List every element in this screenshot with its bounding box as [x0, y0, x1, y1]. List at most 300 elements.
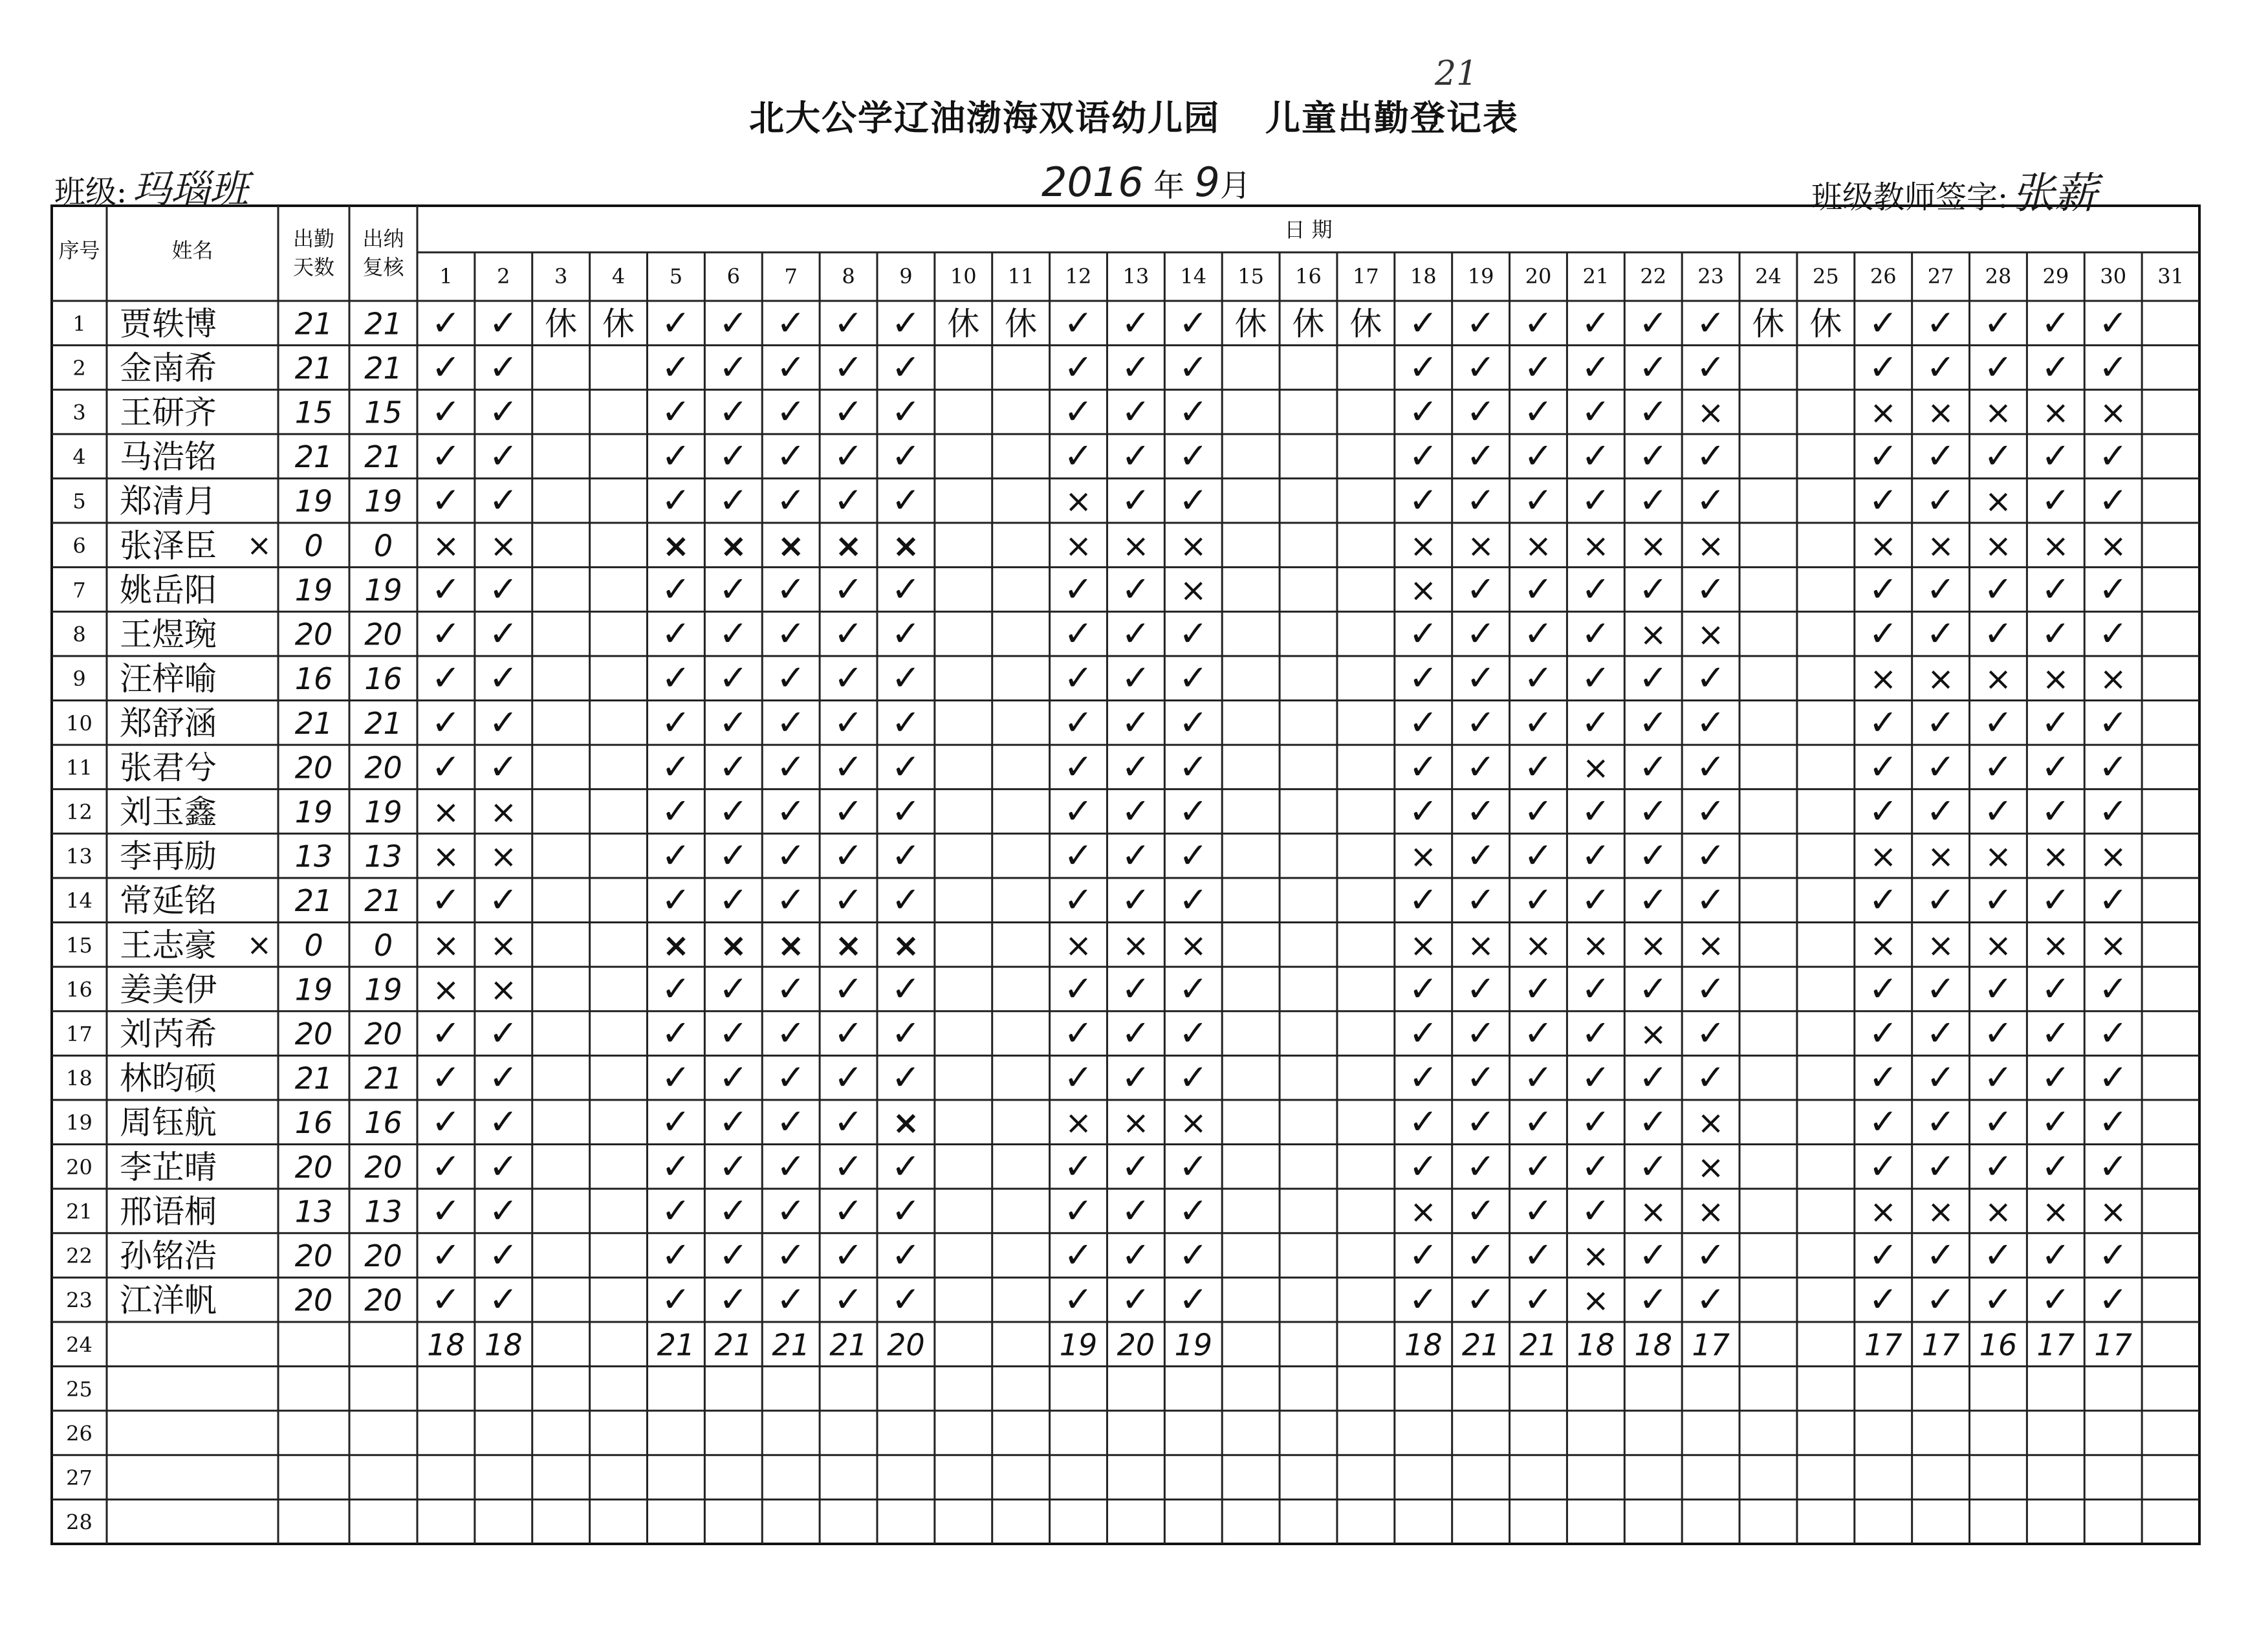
present-check-mark: ✓ — [891, 302, 921, 344]
present-check-mark: ✓ — [431, 1057, 461, 1098]
absent-x-mark: × — [1410, 926, 1437, 964]
present-check-mark: ✓ — [1581, 346, 1611, 388]
present-check-mark: ✓ — [1983, 346, 2013, 388]
present-check-mark: ✓ — [661, 302, 691, 344]
absent-x-mark: × — [1179, 1104, 1207, 1142]
absent-x-mark: × — [1984, 660, 2012, 698]
attendance-days: 21 — [294, 705, 333, 741]
attendance-days: 20 — [294, 1282, 333, 1318]
present-check-mark: ✓ — [833, 701, 864, 743]
present-check-mark: ✓ — [1581, 613, 1611, 654]
present-check-mark: ✓ — [2099, 346, 2128, 388]
present-check-mark: ✓ — [1926, 568, 1956, 610]
present-check-mark: ✓ — [1063, 746, 1093, 787]
student-name: 马浩铭 — [120, 438, 217, 476]
student-name: 郑清月 — [120, 482, 217, 520]
day-number: 6 — [726, 264, 740, 289]
present-check-mark: ✓ — [1868, 1279, 1898, 1320]
present-check-mark: ✓ — [719, 1279, 748, 1320]
present-check-mark: ✓ — [1868, 701, 1898, 743]
present-check-mark: ✓ — [1063, 701, 1093, 743]
present-check-mark: ✓ — [1121, 302, 1151, 344]
row-number: 18 — [66, 1066, 93, 1091]
present-check-mark: ✓ — [1523, 1279, 1553, 1320]
present-check-mark: ✓ — [1121, 613, 1151, 654]
present-check-mark: ✓ — [1121, 746, 1151, 787]
absent-x-mark: × — [1410, 837, 1437, 875]
absent-x-mark: × — [490, 971, 518, 1009]
attendance-days: 20 — [294, 617, 333, 652]
present-check-mark: ✓ — [431, 1279, 461, 1320]
present-check-mark: ✓ — [1926, 613, 1956, 654]
present-check-mark: ✓ — [1926, 346, 1956, 388]
review-days: 19 — [364, 794, 402, 830]
present-check-mark: ✓ — [1408, 968, 1438, 1009]
present-check-mark: ✓ — [661, 879, 691, 921]
student-name: 姚岳阳 — [120, 571, 217, 609]
present-check-mark: ✓ — [488, 479, 518, 521]
rest-day-mark: 休 — [1234, 305, 1267, 343]
present-check-mark: ✓ — [1983, 1279, 2013, 1320]
present-check-mark: ✓ — [1121, 1235, 1151, 1276]
present-check-mark: ✓ — [891, 1145, 921, 1187]
daily-total: 21 — [772, 1327, 810, 1363]
present-check-mark: ✓ — [1466, 1279, 1496, 1320]
absent-x-mark: × — [892, 527, 920, 565]
present-check-mark: ✓ — [719, 1013, 748, 1054]
present-check-mark: ✓ — [1063, 968, 1093, 1009]
row-number: 1 — [72, 311, 86, 336]
row-number: 9 — [72, 666, 86, 692]
present-check-mark: ✓ — [891, 1190, 921, 1231]
student-name: 周钰航 — [120, 1104, 217, 1142]
absent-x-mark: × — [1927, 1193, 1955, 1231]
present-check-mark: ✓ — [1063, 613, 1093, 654]
present-check-mark: ✓ — [1983, 1101, 2013, 1143]
present-check-mark: ✓ — [431, 568, 461, 610]
review-days: 0 — [373, 927, 393, 963]
absent-x-mark: × — [1179, 926, 1207, 964]
absent-x-mark: × — [1927, 926, 1955, 964]
teacher-label: 班级教师签字: — [1811, 179, 2009, 215]
present-check-mark: ✓ — [719, 479, 748, 521]
present-check-mark: ✓ — [1868, 746, 1898, 787]
student-name: 江洋帆 — [120, 1281, 217, 1319]
row-number: 6 — [72, 533, 86, 558]
class-value: 玛瑙班 — [132, 167, 249, 212]
present-check-mark: ✓ — [2041, 879, 2071, 921]
year-value: 2016 — [1041, 159, 1144, 206]
present-check-mark: ✓ — [1696, 568, 1726, 610]
present-check-mark: ✓ — [1868, 968, 1898, 1009]
present-check-mark: ✓ — [1696, 346, 1726, 388]
review-days: 21 — [364, 883, 402, 919]
present-check-mark: ✓ — [661, 1057, 691, 1098]
present-check-mark: ✓ — [776, 613, 806, 654]
attendance-days: 21 — [294, 1061, 333, 1096]
present-check-mark: ✓ — [1408, 879, 1438, 921]
present-check-mark: ✓ — [1063, 835, 1093, 876]
present-check-mark: ✓ — [1581, 479, 1611, 521]
row-number: 3 — [72, 400, 86, 425]
present-check-mark: ✓ — [488, 701, 518, 743]
present-check-mark: ✓ — [1466, 701, 1496, 743]
absent-mark: × — [246, 927, 272, 962]
absent-x-mark: × — [1410, 1193, 1437, 1231]
present-check-mark: ✓ — [1983, 701, 2013, 743]
present-check-mark: ✓ — [488, 1101, 518, 1143]
attendance-days: 19 — [294, 483, 333, 519]
present-check-mark: ✓ — [1523, 302, 1553, 344]
present-check-mark: ✓ — [776, 435, 806, 477]
row-number: 12 — [66, 799, 93, 824]
daily-total: 17 — [2036, 1327, 2075, 1363]
present-check-mark: ✓ — [1696, 746, 1726, 787]
absent-x-mark: × — [2099, 837, 2127, 875]
day-number: 17 — [1353, 264, 1379, 289]
present-check-mark: ✓ — [1983, 1235, 2013, 1276]
present-check-mark: ✓ — [1639, 879, 1668, 921]
present-check-mark: ✓ — [719, 835, 748, 876]
present-check-mark: ✓ — [2099, 1145, 2128, 1187]
present-check-mark: ✓ — [1639, 1235, 1668, 1276]
present-check-mark: ✓ — [1466, 1013, 1496, 1054]
present-check-mark: ✓ — [891, 435, 921, 477]
day-number: 31 — [2157, 264, 2184, 289]
form-name: 儿童出勤登记表 — [1265, 97, 1519, 138]
present-check-mark: ✓ — [833, 1190, 864, 1231]
present-check-mark: ✓ — [1868, 1235, 1898, 1276]
present-check-mark: ✓ — [719, 302, 748, 344]
present-check-mark: ✓ — [1121, 1190, 1151, 1231]
present-check-mark: ✓ — [1868, 346, 1898, 388]
year-label: 年 — [1153, 168, 1185, 204]
present-check-mark: ✓ — [719, 746, 748, 787]
present-check-mark: ✓ — [661, 346, 691, 388]
present-check-mark: ✓ — [1581, 701, 1611, 743]
present-check-mark: ✓ — [1063, 1279, 1093, 1320]
student-name: 张君兮 — [120, 749, 217, 787]
absent-x-mark: × — [1984, 482, 2012, 520]
present-check-mark: ✓ — [1466, 302, 1496, 344]
present-check-mark: ✓ — [891, 835, 921, 876]
present-check-mark: ✓ — [1926, 435, 1956, 477]
absent-x-mark: × — [1410, 571, 1437, 609]
present-check-mark: ✓ — [833, 746, 864, 787]
present-check-mark: ✓ — [1523, 346, 1553, 388]
present-check-mark: ✓ — [661, 835, 691, 876]
present-check-mark: ✓ — [431, 1145, 461, 1187]
absent-x-mark: × — [2042, 527, 2069, 565]
present-check-mark: ✓ — [1523, 391, 1553, 432]
absent-x-mark: × — [1639, 926, 1667, 964]
day-number: 24 — [1755, 264, 1782, 289]
attendance-days: 16 — [294, 1105, 333, 1141]
absent-x-mark: × — [1927, 527, 1955, 565]
attendance-days: 13 — [294, 1194, 333, 1229]
present-check-mark: ✓ — [1063, 346, 1093, 388]
row-number: 23 — [66, 1288, 93, 1313]
attendance-days: 16 — [294, 661, 333, 697]
present-check-mark: ✓ — [776, 568, 806, 610]
present-check-mark: ✓ — [1466, 1057, 1496, 1098]
present-check-mark: ✓ — [1868, 435, 1898, 477]
present-check-mark: ✓ — [1466, 968, 1496, 1009]
daily-total: 18 — [1634, 1327, 1672, 1363]
present-check-mark: ✓ — [1179, 391, 1208, 432]
present-check-mark: ✓ — [1868, 1101, 1898, 1143]
present-check-mark: ✓ — [776, 1013, 806, 1054]
attendance-days: 20 — [294, 750, 333, 786]
absent-x-mark: × — [432, 837, 460, 875]
absent-x-mark: × — [2042, 1193, 2069, 1231]
present-check-mark: ✓ — [1121, 879, 1151, 921]
present-check-mark: ✓ — [776, 835, 806, 876]
student-name: 李芷晴 — [120, 1148, 217, 1186]
present-check-mark: ✓ — [2099, 701, 2128, 743]
absent-x-mark: × — [1697, 1104, 1725, 1142]
present-check-mark: ✓ — [661, 435, 691, 477]
absent-x-mark: × — [892, 1104, 920, 1142]
row-number: 27 — [66, 1466, 93, 1491]
present-check-mark: ✓ — [1466, 1145, 1496, 1187]
absent-x-mark: × — [1927, 393, 1955, 432]
present-check-mark: ✓ — [719, 391, 748, 432]
review-days: 13 — [364, 839, 402, 874]
present-check-mark: ✓ — [2099, 879, 2128, 921]
daily-total: 21 — [829, 1327, 867, 1363]
day-number: 15 — [1238, 264, 1264, 289]
present-check-mark: ✓ — [1696, 435, 1726, 477]
present-check-mark: ✓ — [1523, 479, 1553, 521]
present-check-mark: ✓ — [1408, 1057, 1438, 1098]
absent-x-mark: × — [490, 527, 518, 565]
row-number: 28 — [66, 1510, 93, 1535]
review-days: 16 — [364, 661, 402, 697]
present-check-mark: ✓ — [488, 346, 518, 388]
absent-x-mark: × — [2042, 393, 2069, 432]
present-check-mark: ✓ — [1696, 701, 1726, 743]
present-check-mark: ✓ — [431, 746, 461, 787]
day-number: 18 — [1410, 264, 1437, 289]
absent-x-mark: × — [1122, 1104, 1150, 1142]
present-check-mark: ✓ — [1983, 879, 2013, 921]
present-check-mark: ✓ — [2041, 1235, 2071, 1276]
present-check-mark: ✓ — [1466, 879, 1496, 921]
present-check-mark: ✓ — [833, 391, 864, 432]
present-check-mark: ✓ — [1983, 435, 2013, 477]
absent-x-mark: × — [1582, 1237, 1609, 1275]
absent-x-mark: × — [1870, 393, 1897, 432]
present-check-mark: ✓ — [1121, 968, 1151, 1009]
present-check-mark: ✓ — [2099, 1057, 2128, 1098]
attendance-days: 19 — [294, 572, 333, 608]
absent-x-mark: × — [1410, 527, 1437, 565]
daily-total: 21 — [657, 1327, 695, 1363]
present-check-mark: ✓ — [488, 1057, 518, 1098]
student-name: 林昀硕 — [120, 1059, 217, 1097]
absent-x-mark: × — [2042, 926, 2069, 964]
absent-x-mark: × — [777, 926, 805, 964]
present-check-mark: ✓ — [833, 1279, 864, 1320]
present-check-mark: ✓ — [776, 1190, 806, 1231]
present-check-mark: ✓ — [661, 568, 691, 610]
present-check-mark: ✓ — [776, 746, 806, 787]
student-name: 邢语桐 — [120, 1193, 217, 1231]
present-check-mark: ✓ — [1408, 1101, 1438, 1143]
student-name: 刘玉鑫 — [120, 793, 217, 831]
present-check-mark: ✓ — [2041, 1057, 2071, 1098]
present-check-mark: ✓ — [431, 1190, 461, 1231]
absent-x-mark: × — [1639, 527, 1667, 565]
present-check-mark: ✓ — [719, 879, 748, 921]
present-check-mark: ✓ — [1063, 391, 1093, 432]
present-check-mark: ✓ — [661, 1235, 691, 1276]
absent-x-mark: × — [662, 527, 690, 565]
present-check-mark: ✓ — [488, 1190, 518, 1231]
present-check-mark: ✓ — [1868, 1145, 1898, 1187]
present-check-mark: ✓ — [661, 746, 691, 787]
present-check-mark: ✓ — [1983, 790, 2013, 831]
present-check-mark: ✓ — [661, 701, 691, 743]
rest-day-mark: 休 — [1292, 305, 1325, 343]
day-number: 30 — [2100, 264, 2127, 289]
present-check-mark: ✓ — [1408, 435, 1438, 477]
present-check-mark: ✓ — [833, 568, 864, 610]
attendance-days: 21 — [294, 306, 333, 342]
daily-total: 20 — [887, 1327, 925, 1363]
absent-x-mark: × — [1065, 527, 1092, 565]
absent-x-mark: × — [1639, 1015, 1667, 1053]
present-check-mark: ✓ — [1639, 479, 1668, 521]
present-check-mark: ✓ — [1639, 1279, 1668, 1320]
present-check-mark: ✓ — [2099, 1013, 2128, 1054]
absent-x-mark: × — [2099, 926, 2127, 964]
present-check-mark: ✓ — [1926, 790, 1956, 831]
attendance-days: 21 — [294, 883, 333, 919]
present-check-mark: ✓ — [431, 435, 461, 477]
present-check-mark: ✓ — [2041, 613, 2071, 654]
present-check-mark: ✓ — [1408, 1013, 1438, 1054]
present-check-mark: ✓ — [1179, 835, 1208, 876]
present-check-mark: ✓ — [1408, 391, 1438, 432]
present-check-mark: ✓ — [1523, 1057, 1553, 1098]
present-check-mark: ✓ — [1063, 879, 1093, 921]
present-check-mark: ✓ — [661, 657, 691, 699]
present-check-mark: ✓ — [1523, 568, 1553, 610]
present-check-mark: ✓ — [1639, 346, 1668, 388]
daily-total: 17 — [1864, 1327, 1903, 1363]
review-days: 16 — [364, 1105, 402, 1141]
present-check-mark: ✓ — [2099, 1279, 2128, 1320]
absent-x-mark: × — [1582, 749, 1609, 787]
present-check-mark: ✓ — [1121, 1013, 1151, 1054]
absent-x-mark: × — [1179, 571, 1207, 609]
present-check-mark: ✓ — [1179, 1279, 1208, 1320]
daily-total: 18 — [1404, 1327, 1443, 1363]
header-attend-2: 天数 — [292, 255, 335, 280]
present-check-mark: ✓ — [719, 657, 748, 699]
present-check-mark: ✓ — [1696, 302, 1726, 344]
day-number: 11 — [1007, 264, 1034, 289]
present-check-mark: ✓ — [1523, 746, 1553, 787]
present-check-mark: ✓ — [1179, 1057, 1208, 1098]
rest-day-mark: 休 — [947, 305, 980, 343]
present-check-mark: ✓ — [1639, 1101, 1668, 1143]
present-check-mark: ✓ — [431, 879, 461, 921]
daily-total: 19 — [1174, 1327, 1213, 1363]
present-check-mark: ✓ — [776, 1235, 806, 1276]
present-check-mark: ✓ — [661, 968, 691, 1009]
daily-total: 21 — [714, 1327, 753, 1363]
day-number: 1 — [439, 264, 453, 289]
present-check-mark: ✓ — [1523, 657, 1553, 699]
present-check-mark: ✓ — [776, 302, 806, 344]
absent-x-mark: × — [1870, 926, 1897, 964]
present-check-mark: ✓ — [1523, 1013, 1553, 1054]
present-check-mark: ✓ — [891, 1013, 921, 1054]
present-check-mark: ✓ — [1926, 1145, 1956, 1187]
corner-handwritten-note: 21 — [1435, 54, 1478, 93]
present-check-mark: ✓ — [1063, 1057, 1093, 1098]
present-check-mark: ✓ — [488, 435, 518, 477]
present-check-mark: ✓ — [2041, 1145, 2071, 1187]
present-check-mark: ✓ — [1523, 613, 1553, 654]
present-check-mark: ✓ — [1121, 1145, 1151, 1187]
present-check-mark: ✓ — [1063, 790, 1093, 831]
present-check-mark: ✓ — [1868, 302, 1898, 344]
day-number: 20 — [1525, 264, 1552, 289]
present-check-mark: ✓ — [719, 790, 748, 831]
present-check-mark: ✓ — [833, 302, 864, 344]
present-check-mark: ✓ — [2041, 968, 2071, 1009]
present-check-mark: ✓ — [1466, 346, 1496, 388]
row-number: 10 — [66, 710, 93, 736]
present-check-mark: ✓ — [2041, 479, 2071, 521]
present-check-mark: ✓ — [1523, 1101, 1553, 1143]
present-check-mark: ✓ — [1121, 479, 1151, 521]
present-check-mark: ✓ — [1696, 1057, 1726, 1098]
month-value: 9 — [1194, 159, 1220, 206]
daily-total: 18 — [485, 1327, 523, 1363]
row-number: 19 — [66, 1110, 93, 1136]
present-check-mark: ✓ — [431, 657, 461, 699]
present-check-mark: ✓ — [661, 479, 691, 521]
absent-x-mark: × — [1697, 527, 1725, 565]
absent-x-mark: × — [432, 527, 460, 565]
row-number: 15 — [66, 932, 93, 958]
present-check-mark: ✓ — [1179, 302, 1208, 344]
present-check-mark: ✓ — [1466, 746, 1496, 787]
present-check-mark: ✓ — [833, 835, 864, 876]
present-check-mark: ✓ — [661, 391, 691, 432]
present-check-mark: ✓ — [1179, 746, 1208, 787]
rest-day-mark: 休 — [1005, 305, 1038, 343]
absent-x-mark: × — [2042, 837, 2069, 875]
row-number: 25 — [66, 1376, 93, 1402]
present-check-mark: ✓ — [488, 391, 518, 432]
month-label: 月 — [1219, 168, 1251, 204]
review-days: 13 — [364, 1194, 402, 1229]
present-check-mark: ✓ — [1466, 835, 1496, 876]
present-check-mark: ✓ — [1466, 391, 1496, 432]
attendance-days: 0 — [304, 528, 323, 564]
present-check-mark: ✓ — [1868, 479, 1898, 521]
present-check-mark: ✓ — [776, 479, 806, 521]
absent-x-mark: × — [1065, 926, 1092, 964]
absent-x-mark: × — [432, 793, 460, 831]
absent-x-mark: × — [1525, 527, 1552, 565]
